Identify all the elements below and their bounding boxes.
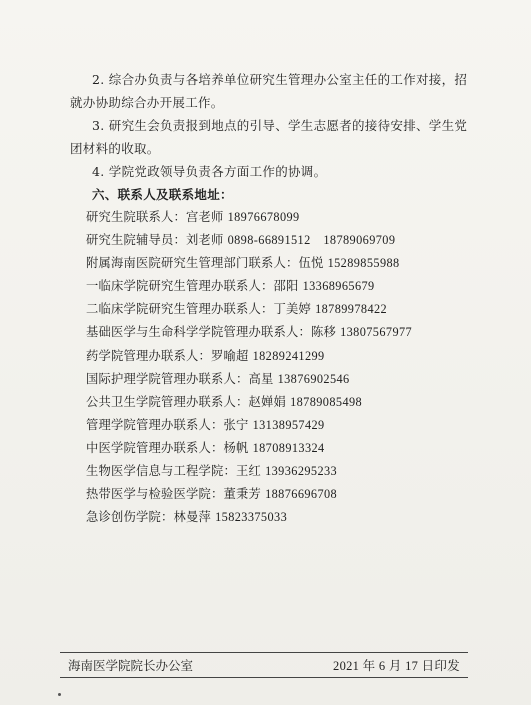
- paragraph-4: 4. 学院党政领导负责各方面工作的协调。: [92, 164, 327, 179]
- contact-label: 中医学院管理办联系人：杨帆: [86, 440, 249, 455]
- contact-label: 一临床学院研究生管理办联系人：邵阳: [86, 279, 299, 294]
- contact-item: [70, 275, 470, 298]
- contact-label: 管理学院管理办联系人：张宁: [86, 417, 249, 432]
- contact-item: [70, 368, 470, 391]
- contact-label: 公共卫生学院管理办联系人：赵婵娟: [86, 394, 286, 409]
- contact-item: [70, 506, 470, 529]
- contact-label: 研究生院辅导员：刘老师: [86, 233, 224, 248]
- contact-label: 国际护理学院管理办联系人：高星: [86, 371, 274, 386]
- paragraph-2: 2. 综合办负责与各培养单位研究生管理办公室主任的工作对接，招就办协助综合办开展工作。: [70, 72, 468, 110]
- footer-date: 2021 年 6 月 17 日印发: [333, 659, 460, 673]
- contact-label: 附属海南医院研究生管理部门联系人：伍悦: [86, 256, 324, 271]
- contact-item: [70, 298, 470, 321]
- contact-item: [70, 460, 470, 483]
- contact-phone: 13368965679: [302, 279, 375, 294]
- page-mark: [58, 693, 61, 696]
- contact-item: [70, 206, 470, 229]
- contact-phone: 18876696708: [265, 487, 338, 502]
- contact-label: 急诊创伤学院：林曼萍: [86, 510, 211, 525]
- contact-label: 研究生院联系人：宫老师: [86, 210, 224, 224]
- contact-item: [70, 345, 470, 368]
- contact-label: 药学院管理办联系人：罗喻超: [86, 348, 249, 363]
- footer-divider-bottom: [60, 677, 468, 678]
- contact-item: [70, 414, 470, 437]
- contact-phone: 18789085498: [290, 394, 363, 409]
- contact-item: [70, 437, 470, 460]
- contact-phone: 18289241299: [252, 348, 325, 363]
- contact-item: [70, 391, 470, 414]
- contact-item: [70, 483, 470, 506]
- contact-phone: 13876902546: [277, 371, 350, 386]
- contact-label: 热带医学与检验医学院：董秉芳: [86, 487, 261, 502]
- contact-phone: 13138957429: [252, 417, 325, 432]
- contact-label: 生物医学信息与工程学院：王红: [86, 464, 261, 479]
- paragraph-3: 3. 研究生会负责报到地点的引导、学生志愿者的接待安排、学生党团材料的收取。: [70, 118, 468, 156]
- section-heading-contacts: 六、联系人及联系地址：: [92, 187, 233, 202]
- contact-phone: 15823375033: [215, 510, 288, 525]
- contact-phone: 18789978422: [315, 302, 388, 317]
- contact-item: [70, 229, 470, 252]
- footer-issuer: 海南医学院院长办公室: [68, 658, 194, 673]
- contact-phone: 13936295233: [265, 464, 338, 479]
- contact-label: 基础医学与生命科学学院管理办联系人：陈移: [86, 325, 336, 340]
- contact-label: 二临床学院研究生管理办联系人：丁美婷: [86, 302, 311, 317]
- contact-phone: 18708913324: [252, 440, 325, 455]
- contact-phone: 0898-66891512 18789069709: [227, 233, 396, 248]
- footer-divider-top: [60, 652, 468, 653]
- contact-phone: 18976678099: [227, 210, 300, 224]
- contact-item: [70, 321, 470, 344]
- contact-item: [70, 252, 470, 275]
- footer: [68, 655, 460, 675]
- contact-phone: 15289855988: [327, 256, 400, 271]
- contact-list: [70, 206, 470, 529]
- contact-phone: 13807567977: [340, 325, 413, 340]
- document-body: [70, 68, 470, 529]
